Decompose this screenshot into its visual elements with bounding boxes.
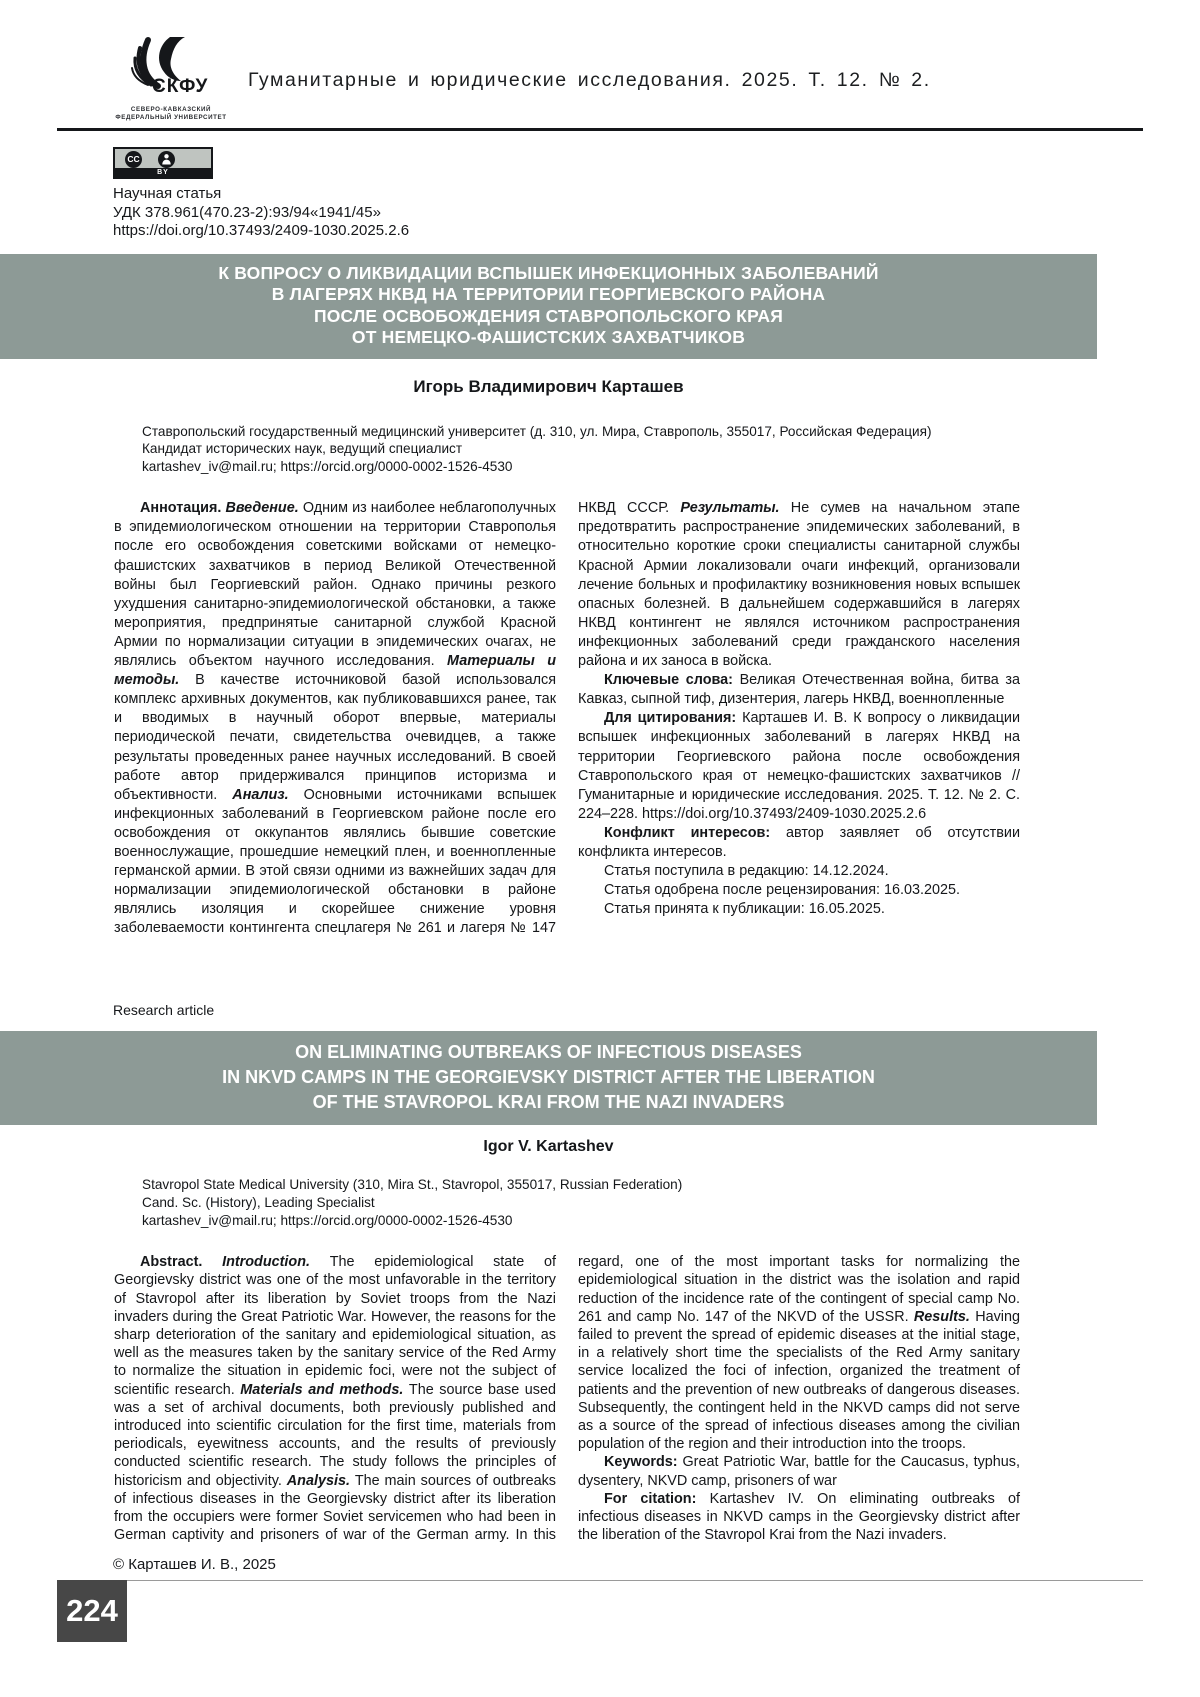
keywords-en: Keywords: Great Patriotic War, battle for the Caucasus, typhus, dysentery, NKVD camp, prisoners of war — [578, 1454, 1020, 1489]
article-title-en-line: ON ELIMINATING OUTBREAKS OF INFECTIOUS DISEASES — [295, 1042, 802, 1063]
cc-icon: CC — [125, 151, 142, 168]
copyright-notice: © Карташев И. В., 2025 — [113, 1556, 276, 1574]
article-title-ru-line: К ВОПРОСУ О ЛИКВИДАЦИИ ВСПЫШЕК ИНФЕКЦИОННЫХ ЗАБОЛЕВАНИЙ — [218, 262, 879, 283]
udc-number: УДК 378.961(470.23-2):93/94«1941/45» — [113, 203, 381, 221]
cc-by-license-badge — [113, 147, 213, 179]
affiliation-ru-contacts: kartashev_iv@mail.ru; https://orcid.org/0000-0002-1526-4530 — [142, 458, 513, 474]
article-title-en-line: OF THE STAVROPOL KRAI FROM THE NAZI INVADERS — [312, 1092, 785, 1113]
affiliation-en-degree: Cand. Sc. (History), Leading Specialist — [142, 1195, 375, 1211]
keywords-ru: Ключевые слова: Великая Отечественная война, битва за Кавказ, сыпной тиф, дизентерия, лагерь НКВД, военнопленные — [578, 672, 1021, 708]
article-type-ru: Научная статья — [113, 185, 222, 202]
article-title-ru-line: В ЛАГЕРЯХ НКВД НА ТЕРРИТОРИИ ГЕОРГИЕВСКОГО РАЙОНА — [271, 284, 826, 304]
author-affiliation-en — [142, 1176, 1200, 1229]
conflict-of-interest-ru: Конфликт интересов: автор заявляет об отсутствии конфликта интересов. — [578, 824, 1020, 860]
article-title-en — [0, 1031, 1097, 1125]
date-accepted: Статья принята к публикации: 16.05.2025. — [604, 901, 885, 918]
skfu-logo-subtitle-1: СЕВЕРО-КАВКАЗСКИЙ — [130, 106, 212, 113]
date-approved: Статья одобрена после рецензирования: 16.03.2025. — [604, 882, 961, 899]
article-meta — [113, 185, 1200, 241]
page-number: 224 — [57, 1580, 127, 1642]
affiliation-ru-degree: Кандидат исторических наук, ведущий специалист — [142, 441, 463, 457]
affiliation-ru-institution: Ставропольский государственный медицинский университет (д. 310, ул. Мира, Ставрополь, 355017, Российская Федерация) — [142, 423, 932, 439]
cc-by-label: BY — [115, 168, 211, 177]
skfu-logo-subtitle-2: ФЕДЕРАЛЬНЫЙ УНИВЕРСИТЕТ — [115, 114, 227, 121]
article-title-ru-line: ОТ НЕМЕЦКО-ФАШИСТСКИХ ЗАХВАТЧИКОВ — [351, 327, 746, 347]
journal-masthead — [0, 0, 1200, 124]
abstract-en — [114, 1253, 1020, 1544]
affiliation-en-contacts: kartashev_iv@mail.ru; https://orcid.org/0000-0002-1526-4530 — [142, 1212, 513, 1228]
abstract-en-body: Abstract. Introduction. The epidemiological state of Georgievsky district was one of the most unfavorable in the territory of Stavropol after its liberation by Soviet troops from the Nazi invaders during the Great Patriotic War. However, the reasons for the sharp deterioration of the sanitary and epidemiological situation, as well as the measures taken by the sanitary service of the Red Army to normalize the situation in epidemic foci, were not the subject of scientific research. Materials and methods. The source base used was a set of archival documents, both previously published and introduced into scientific circulation for the first time, materials from periodicals, eyewitness accounts, and the results of previously conducted scientific research. The study follows the principles of historicism and objectivity. Analysis. The main sources of outbreaks of infectious diseases in the Georgievsky district after its liberation from the occupiers were former Soviet servicemen who had been in German captivity and prisoners of war of the German army. In this regard, one of the most important tasks for normalizing the epidemiological situation in the district was the isolation and rapid reduction of the incidence rate of the contingent of special camp No. 261 and camp No. 147 of the NKVD of the USSR. Results. Having failed to prevent the spread of epidemic diseases at the initial stage, in a relatively short time the specialists of the Red Army sanitary service localized the foci of infection, organized the treatment of patients and the prevention of new outbreaks of dangerous diseases. Subsequently, the contingent held in the NKVD camps did not serve as a source of the spread of infectious diseases among the civilian population of the region and their introduction into the troops. — [114, 1254, 1020, 1544]
author-name-en: Igor V. Kartashev — [483, 1138, 614, 1156]
article-title-en-line: IN NKVD CAMPS IN THE GEORGIEVSKY DISTRICT AFTER THE LIBERATION — [222, 1067, 875, 1088]
footer-divider — [127, 1580, 1143, 1581]
skfu-logo-acronym: СКФУ — [152, 76, 209, 97]
abstract-ru-body: Аннотация. Введение. Одним из наиболее неблагополучных в эпидемиологическом отношении на территории Ставрополья после его освобождения советскими войсками от немецко-фашистских захватчиков в период Великой Отечественной войны был Георгиевский район. Однако причины резкого ухудшения санитарно-эпидемиологической обстановки, а также мероприятия, предпринятые санитарной службой Красной Армии по нормализации ситуации в эпидемических очагах, не являлись объектом научного исследования. Материалы и методы. В качестве источниковой базой использовался комплекс архивных документов, как публиковавшихся ранее, так и вводимых в научный оборот впервые, материалы периодической печати, свидетельства очевидцев, а также результаты проведенных ранее научных исследований. В своей работе автор придерживался принципов историзма и объективности. Анализ. Основными источниками вспышек инфекционных заболеваний в Георгиевском районе после его освобождения от оккупантов являлись бывшие советские военнослужащие, прошедшие немецкий плен, и военнопленные германской армии. В этой связи одними из важнейших задач для нормализации эпидемиологической обстановки в районе являлись изоляция и скорейшее снижение уровня заболеваемости контингента спецлагеря № 261 и лагеря № 147 НКВД СССР. Результаты. Не сумев на начальном этапе предотвратить распространение эпидемических заболеваний, в относительно короткие сроки специалисты санитарной службы Красной Армии локализовали очаги инфекций, организовали лечение больных и профилактику возникновения новых вспышек опасных болезней. В дальнейшем содержавшийся в лагерях НКВД контингент не являлся источником распространения инфекционных заболеваний среди гражданского населения района и их заноса в войска. — [114, 500, 1020, 937]
skfu-logo — [112, 36, 230, 124]
article-title-ru — [0, 254, 1097, 359]
affiliation-en-institution: Stavropol State Medical University (310, Mira St., Stavropol, 355017, Russian Federation) — [142, 1177, 683, 1193]
article-type-en: Research article — [113, 1002, 215, 1019]
cc-badge-icons — [115, 149, 211, 168]
journal-title: Гуманитарные и юридические исследования. 2025. Т. 12. № 2. — [248, 68, 931, 91]
doi-link: https://doi.org/10.37493/2409-1030.2025.2.6 — [113, 222, 410, 239]
citation-ru: Для цитирования: Карташев И. В. К вопросу о ликвидации вспышек инфекционных заболеваний в лагерях НКВД на территории Георгиевского района после освобождения Ставропольского края от немецко-фашистских захватчиков // Гуманитарные и юридические исследования. 2025. Т. 12. № 2. С. 224–228. https://doi.org/10.37493/2409-1030.2025.2.6 — [578, 710, 1021, 822]
date-received: Статья поступила в редакцию: 14.12.2024. — [604, 863, 889, 880]
attribution-person-icon — [158, 151, 175, 168]
author-affiliation-ru — [142, 423, 1200, 476]
article-title-ru-line: ПОСЛЕ ОСВОБОЖДЕНИЯ СТАВРОПОЛЬСКОГО КРАЯ — [313, 305, 784, 326]
citation-en: For citation: Kartashev IV. On eliminating outbreaks of infectious diseases in NKVD camps in the Georgievsky district after the liberation of the Stavropol Krai from the Nazi invaders. — [578, 1490, 1021, 1544]
abstract-ru — [114, 499, 1020, 938]
author-name-ru: Игорь Владимирович Карташев — [413, 376, 684, 396]
masthead-divider — [57, 128, 1143, 131]
